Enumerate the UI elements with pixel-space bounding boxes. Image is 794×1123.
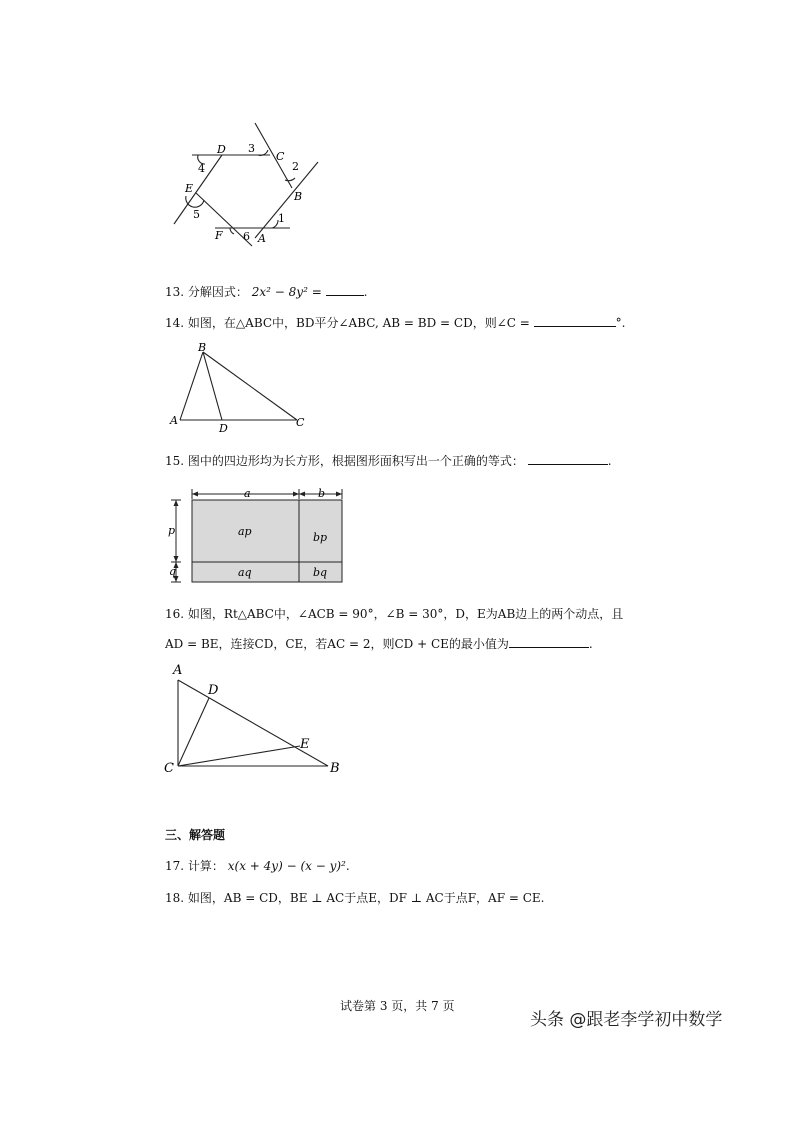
question-number: 15.: [165, 454, 185, 468]
question-18: [165, 890, 544, 906]
angle-5: 5: [193, 208, 200, 221]
question-13: [165, 284, 367, 300]
punctuation: .: [588, 637, 593, 651]
question-15: [165, 453, 612, 469]
math-expression: x(x + 4y) − (x − y)²: [227, 859, 346, 873]
dim-b: b: [318, 487, 326, 500]
label-B: B: [294, 190, 303, 203]
question-14: [165, 315, 625, 331]
question-16-line-1: [165, 606, 623, 622]
cell-ap: ap: [238, 525, 252, 538]
cell-bq: bq: [313, 566, 328, 579]
label-A: A: [170, 414, 178, 427]
cell-aq: aq: [238, 566, 252, 579]
right-triangle-figure: [160, 660, 350, 780]
dim-a: a: [244, 487, 251, 500]
question-text: 计算：: [187, 859, 224, 873]
question-number: 18.: [165, 891, 185, 905]
label-D: D: [219, 422, 228, 435]
label-D: D: [208, 683, 219, 698]
label-C: C: [296, 416, 305, 429]
math-expression: 2x² − 8y² =: [251, 285, 322, 299]
question-text: AD = BE，连接CD，CE，若AC = 2，则CD + CE的最小值为: [165, 637, 509, 651]
answer-blank[interactable]: [528, 453, 608, 465]
question-text: 图中的四边形均为长方形，根据图形面积写出一个正确的等式：: [187, 454, 524, 468]
question-number: 13.: [165, 285, 185, 299]
watermark: 头条 @跟老李学初中数学: [530, 1010, 723, 1030]
label-D: D: [217, 143, 226, 156]
answer-blank[interactable]: [509, 636, 589, 648]
angle-2: 2: [292, 160, 299, 173]
label-B: B: [330, 761, 340, 776]
label-C: C: [276, 150, 285, 163]
question-number: 16.: [165, 607, 185, 621]
section-title: 三、解答题: [165, 828, 226, 842]
answer-blank[interactable]: [326, 284, 364, 296]
question-16-line-2: [165, 636, 593, 652]
question-text: 如图，在△ABC中，BD平分∠ABC, AB = BD = CD，则∠C =: [187, 316, 530, 330]
angle-6: 6: [243, 230, 250, 243]
angle-4: 4: [198, 162, 205, 175]
angle-1: 1: [278, 212, 285, 225]
label-B: B: [198, 341, 207, 354]
punctuation: .: [607, 454, 612, 468]
answer-blank[interactable]: [534, 315, 616, 327]
cell-bp: bp: [313, 531, 328, 544]
label-A: A: [258, 232, 266, 245]
punctuation: .: [345, 859, 350, 873]
hexagon-figure: [160, 118, 330, 253]
punctuation: .: [363, 285, 368, 299]
page-footer: 试卷第 3 页，共 7 页: [340, 999, 455, 1013]
label-E: E: [300, 737, 310, 752]
triangle-abc-figure: [165, 340, 315, 435]
rectangle-area-figure: [168, 486, 348, 586]
label-E: E: [185, 182, 194, 195]
label-F: F: [215, 229, 223, 242]
question-text: 分解因式：: [187, 285, 248, 299]
label-A: A: [173, 663, 183, 678]
angle-3: 3: [248, 142, 255, 155]
dim-q: q: [169, 565, 177, 578]
label-C: C: [164, 761, 174, 776]
question-number: 17.: [165, 859, 185, 873]
punctuation: °.: [615, 316, 626, 330]
question-text: 如图，AB = CD，BE ⊥ AC于点E，DF ⊥ AC于点F，AF = CE.: [187, 891, 545, 905]
dim-p: p: [168, 524, 176, 537]
question-text: 如图，Rt△ABC中，∠ACB = 90°，∠B = 30°，D，E为AB边上的两个动点，且: [187, 607, 624, 621]
question-number: 14.: [165, 316, 185, 330]
question-17: [165, 858, 350, 874]
